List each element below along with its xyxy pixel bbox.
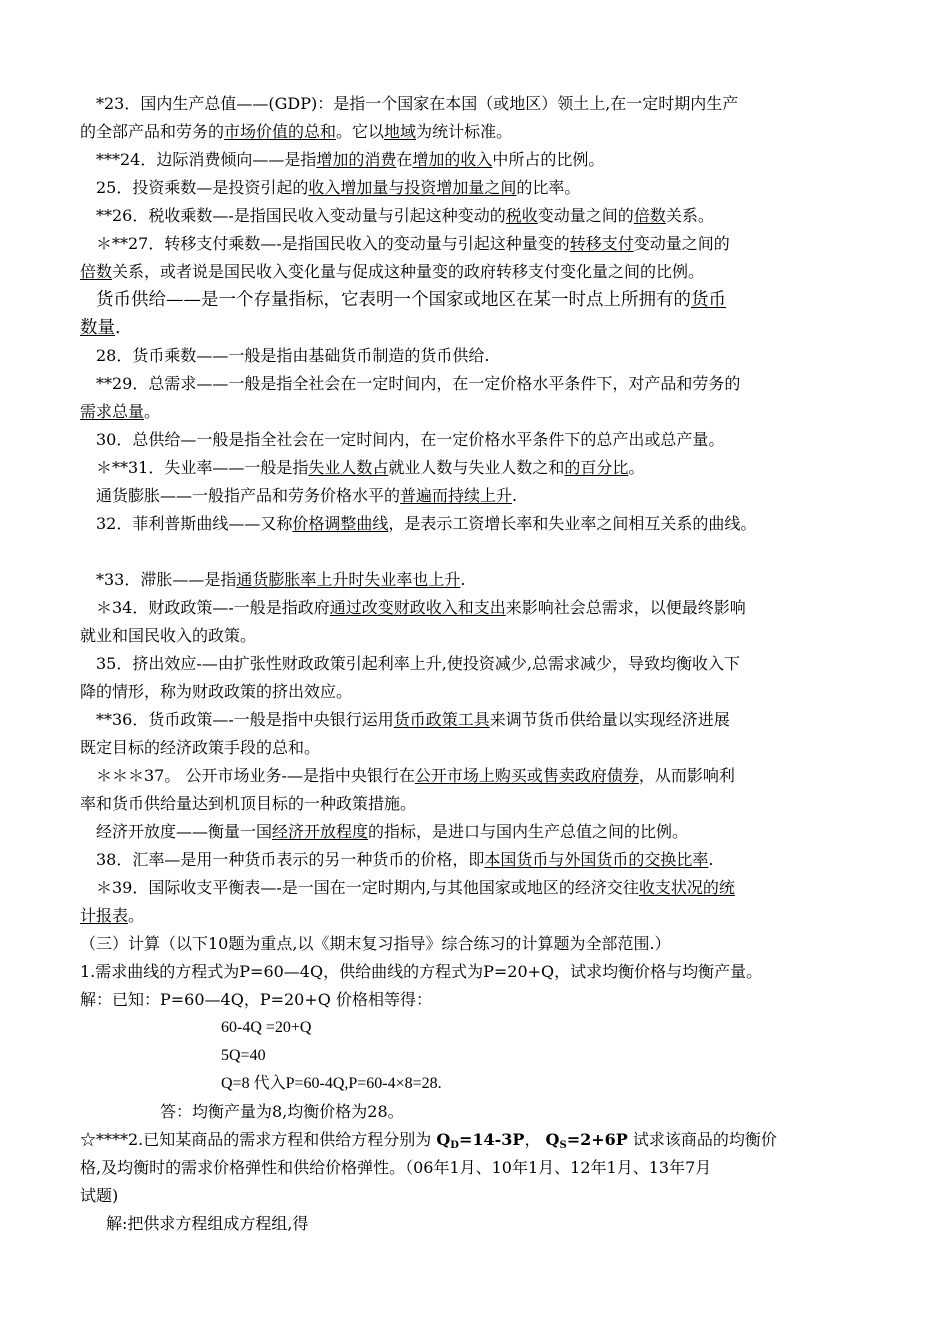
def-29-line-1: **29．总需求——一般是指全社会在一定时间内，在一定价格水平条件下，对产品和劳务的 bbox=[96, 374, 741, 393]
solution-2-intro: 解:把供求方程组成方程组,得 bbox=[106, 1214, 309, 1233]
def-inflation: 通货膨胀——一般指产品和劳务价格水平的普遍而持续上升. bbox=[96, 486, 518, 505]
def-31: ＊**31．失业率——一般是指失业人数占就业人数与失业人数之和的百分比。 bbox=[96, 458, 645, 477]
solution-1-step-3: Q=8 代入P=60-4Q,P=60-4×8=28. bbox=[221, 1075, 442, 1092]
def-32: 32．菲利普斯曲线——又称价格调整曲线，是表示工资增长率和失业率之间相互关系的曲线。 bbox=[96, 514, 757, 533]
def-38: 38．汇率—是用一种货币表示的另一种货币的价格，即本国货币与外国货币的交换比率. bbox=[96, 850, 714, 869]
def-23-line-1: *23．国内生产总值——(GDP)：是指一个国家在本国（或地区）领土上,在一定时期内生产 bbox=[96, 94, 739, 113]
def-27-line-2: 倍数关系，或者说是国民收入变化量与促成这种量变的政府转移支付变化量之间的比例。 bbox=[80, 262, 705, 281]
def-24: ***24．边际消费倾向——是指增加的消费在增加的收入中所占的比例。 bbox=[96, 150, 605, 169]
def-37-line-2: 率和货币供给量达到机顶目标的一种政策措施。 bbox=[80, 794, 417, 813]
problem-2-line-2: 格,及均衡时的需求价格弹性和供给价格弹性。（06年1月、10年1月、12年1月、13年7月 bbox=[80, 1158, 712, 1177]
def-39-line-1: ＊39．国际收支平衡表—-是一国在一定时期内,与其他国家或地区的经济交往收支状况的统 bbox=[96, 878, 735, 897]
solution-1-step-2: 5Q=40 bbox=[221, 1047, 266, 1064]
def-33: *33．滞胀——是指通货膨胀率上升时失业率也上升. bbox=[96, 570, 466, 589]
def-25: 25．投资乘数—是投资引起的收入增加量与投资增加量之间的比率。 bbox=[96, 178, 581, 197]
def-money-supply-line-1: 货币供给——是一个存量指标，它表明一个国家或地区在某一时点上所拥有的货币 bbox=[96, 290, 726, 310]
def-35-line-2: 降的情形，称为财政政策的挤出效应。 bbox=[80, 682, 353, 701]
def-36-line-1: **36．货币政策—-一般是指中央银行运用货币政策工具来调节货币供给量以实现经济进展 bbox=[96, 710, 730, 729]
def-39-line-2: 计报表。 bbox=[80, 906, 145, 925]
problem-2-line-1: ☆****2.已知某商品的需求方程和供给方程分别为 $Q_D=14-3P$， $Q_S=2+6P$ 试求该商品的均衡价 bbox=[80, 1130, 777, 1151]
problem-2-line-3: 试题) bbox=[80, 1186, 119, 1205]
def-34-line-2: 就业和国民收入的政策。 bbox=[80, 626, 257, 645]
def-23-line-2: 的全部产品和劳务的市场价值的总和。它以地域为统计标准。 bbox=[80, 122, 513, 141]
def-money-supply-line-2: 数量. bbox=[80, 318, 121, 338]
document-page bbox=[80, 90, 880, 1238]
def-30: 30．总供给—一般是指全社会在一定时间内，在一定价格水平条件下的总产出或总产量。 bbox=[96, 430, 725, 449]
def-29-line-2: 需求总量。 bbox=[80, 402, 161, 421]
solution-1-answer: 答：均衡产量为8,均衡价格为28。 bbox=[160, 1102, 404, 1121]
solution-1-step-1: 60-4Q =20+Q bbox=[221, 1019, 312, 1036]
def-28: 28．货币乘数——一般是指由基础货币制造的货币供给. bbox=[96, 346, 490, 365]
def-26: **26．税收乘数—-是指国民收入变动量与引起这种变动的税收变动量之间的倍数关系。 bbox=[96, 206, 714, 225]
def-34-line-1: ＊34．财政政策—-一般是指政府通过改变财政收入和支出来影响社会总需求，以便最终影响 bbox=[96, 598, 746, 617]
def-37-line-1: ＊＊＊37。 公开市场业务-—是指中央银行在公开市场上购买或售卖政府债券，从而影响利 bbox=[96, 766, 735, 785]
problem-1: 1.需求曲线的方程式为P=60—4Q，供给曲线的方程式为P=20+Q，试求均衡价格与均衡产量。 bbox=[80, 962, 763, 981]
blank-line bbox=[80, 538, 880, 566]
def-openness: 经济开放度——衡量一国经济开放程度的指标，是进口与国内生产总值之间的比例。 bbox=[96, 822, 689, 841]
def-27-line-1: ＊**27．转移支付乘数—-是指国民收入的变动量与引起这种量变的转移支付变动量之间的 bbox=[96, 234, 730, 253]
section-calculation-heading: （三）计算（以下10题为重点,以《期末复习指导》综合练习的计算题为全部范围.） bbox=[80, 934, 671, 953]
def-36-line-2: 既定目标的经济政策手段的总和。 bbox=[80, 738, 321, 757]
def-35-line-1: 35．挤出效应-—由扩张性财政政策引起利率上升,使投资减少,总需求减少，导致均衡收入下 bbox=[96, 654, 740, 673]
solution-1-given: 解：已知：P=60—4Q，P=20+Q 价格相等得： bbox=[80, 990, 432, 1009]
